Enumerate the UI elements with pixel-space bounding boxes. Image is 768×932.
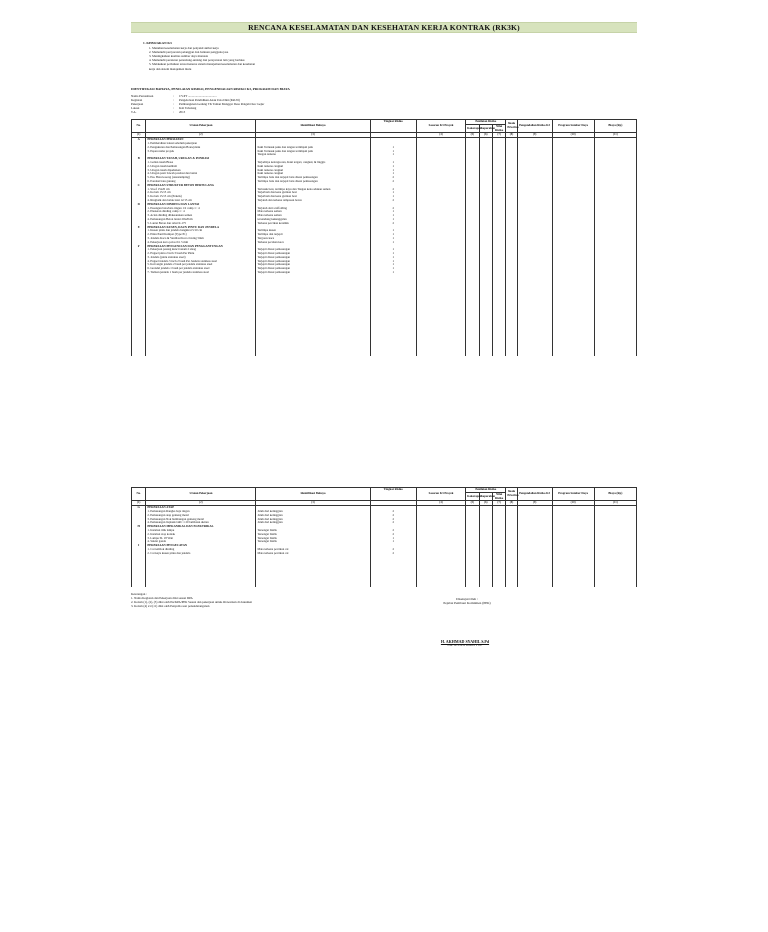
row-identifikasi: Tersengat listrik (256, 529, 370, 533)
section-no: I (132, 544, 146, 548)
empty-cell (594, 556, 636, 587)
row-uraian: 2. Engsel pintu 2 inch 3 buah Per Pintu (146, 252, 256, 256)
row-uraian: 5. Kait angin jendela 2 buah per jendela stainless steel (146, 263, 256, 267)
col-number: (8) (506, 501, 517, 506)
policy-item: 2. Memenuhi persyaratan pelanggan dan bantuan pengguna jasa (149, 49, 229, 54)
empty-cell (506, 556, 517, 587)
row-uraian: 1. Galian tanah Biasa (146, 161, 256, 165)
empty-cell (466, 556, 479, 587)
row-identifikasi: Kaki terkena cangkul (256, 169, 370, 173)
row-identifikasi: Terjepit disaat pemasangan (256, 256, 370, 260)
row-tingkat: 2 (370, 529, 416, 533)
row-uraian: 1. Cat tembok dinding (146, 548, 256, 552)
section-label: PEKERJAAN KUSEN, DAUN PINTU DAN JENDELA (146, 226, 256, 230)
empty-cell (552, 556, 594, 587)
row-uraian: 6. Pondasi batu gunung (146, 180, 256, 184)
filler-row (132, 275, 637, 356)
meta-colon: : (173, 110, 174, 115)
empty-cell (132, 556, 146, 587)
row-identifikasi: Terjepit disaat pemasangan (256, 263, 370, 267)
row-tingkat: 2 (370, 222, 416, 226)
row-identifikasi: Tertimpa dan terjepit (256, 233, 370, 237)
col-pengendalian: Pengendalian Risiko K3 (517, 488, 552, 501)
row-tingkat: 2 (370, 518, 416, 522)
row-tingkat: 2 (370, 533, 416, 537)
title-bar (131, 22, 637, 33)
col-tingkat: Tingkat Risiko (370, 120, 416, 133)
row-tingkat: 2 (370, 207, 416, 211)
row-identifikasi: Tertusuk besi, tertimpa kayu dan Tangan kena adukan semen (256, 188, 370, 192)
col-biaya: Biaya (Rp) (594, 488, 636, 501)
col-nilai: Nilai Risiko (492, 124, 505, 133)
row-uraian: 4. Pemasangan lisplank GRC 1 20 lambaian ukiran (146, 521, 256, 525)
col-number: (10) (552, 133, 594, 138)
signatory-nip: NIP. 19711231 200801 1 037 (447, 643, 483, 647)
col-number: (1) (132, 501, 146, 506)
meta-key: Kegiatan (131, 98, 143, 103)
row-tingkat: 2 (370, 188, 416, 192)
meta-colon: : (173, 106, 174, 111)
risk-table-2 (131, 487, 637, 587)
section-label: PEKERJAAN DINDING DAN LANTAI (146, 203, 256, 207)
row-tingkat: 1 (370, 252, 416, 256)
empty-cell (416, 556, 465, 587)
row-identifikasi: Tersengat listrik (256, 540, 370, 544)
filler-row (132, 556, 637, 587)
row-tingkat: 1 (370, 210, 416, 214)
col-identifikasi: Identifikasi Bahaya (256, 488, 370, 501)
row-identifikasi: Terjepit disaat pemasangan (256, 248, 370, 252)
row-tingkat: 1 (370, 153, 416, 157)
col-penilaian: Penilaian Risiko (466, 488, 506, 493)
row-identifikasi: Jatuh dari ketinggian (256, 514, 370, 518)
row-identifikasi: Mata terkena percikan cat (256, 552, 370, 556)
empty-cell (146, 556, 256, 587)
policy-heading: 1. KEBIJAKAN K3 (143, 41, 172, 45)
row-tingkat: 1 (370, 233, 416, 237)
row-tingkat: 1 (370, 165, 416, 169)
row-tingkat: 1 (370, 169, 416, 173)
empty-cell (492, 275, 505, 356)
col-program: Program Sumber Daya (552, 488, 594, 501)
empty-cell (132, 275, 146, 356)
note-item: 2. Kolom (1), (2), (3) diisi oleh PA/KPA/PPK Sesuai dan pekerjaan untuk ditawarkan di dokumen (131, 600, 253, 604)
row-identifikasi: Kaki Tertusuk paku dan tangan tertimpah palu (256, 146, 370, 150)
row-uraian: 2. Kolom 15/15 cm (146, 191, 256, 195)
section-no: A (132, 138, 146, 142)
section-no: B (132, 157, 146, 161)
row-identifikasi: tersandung kekunggalan (256, 218, 370, 222)
row-uraian: 7. Tarikan jendela 1 buah per jendela stainless steel (146, 271, 256, 275)
row-uraian: 2. Pengukuran dan Pemasangan Bouwplank (146, 146, 256, 150)
empty-cell (256, 556, 370, 587)
row-identifikasi: Tersengat listrik (256, 537, 370, 541)
empty-cell (479, 275, 492, 356)
row-tingkat: 2 (370, 510, 416, 514)
row-uraian: 4. Ringbalk dan balok latai 12/15 cm (146, 199, 256, 203)
row-identifikasi: Terjatuh dari scaffolding (256, 207, 370, 211)
empty-cell (146, 275, 256, 356)
policy-item: 1. Menuhan keselamatan kerja dan penyakit akibat kerja (149, 45, 219, 50)
row-identifikasi: Terkena percikan keramik (256, 222, 370, 226)
col-kekerapan: Kekerapan (466, 124, 479, 133)
row-identifikasi: Tersengat listrik (256, 533, 370, 537)
meta-key: Lokasi (131, 106, 140, 111)
meta-colon: : (173, 94, 174, 98)
col-identifikasi: Identifikasi Bahaya (256, 120, 370, 133)
notes-section (131, 592, 431, 608)
row-tingkat: 1 (370, 172, 416, 176)
empty-cell (416, 275, 465, 356)
row-uraian: 3. Jendela Kaca & Ventilasi Kaca Jawing 5mm (146, 237, 256, 241)
identification-heading: IDENTIFIKASI BAHAYA, PENILAIAN RISIKO, PENGENDALIAN RISIKO K3, PROGRAM DAN BIAYA (131, 87, 290, 91)
row-tingkat: 1 (370, 214, 416, 218)
row-identifikasi: Terjadinya kelongsoran, Kaki tergari, cangkul, & linggis (256, 161, 370, 165)
row-identifikasi: Tertimpa batu dan terjepit batu disaat pemasangan (256, 176, 370, 180)
row-tingkat: 1 (370, 256, 416, 260)
row-tingkat: 1 (370, 241, 416, 245)
row-tingkat: 1 (370, 195, 416, 199)
row-tingkat: 1 (370, 191, 416, 195)
col-number: (9) (517, 501, 552, 506)
signatory-name: H. AKHMAD SYAHIL S.Pd (440, 639, 490, 644)
col-no: No. (132, 488, 146, 501)
section-no: E (132, 226, 146, 230)
row-identifikasi: Tergores kaca (256, 237, 370, 241)
section-label: PEKERJAAN TANAH, URUGAN & PONDASI (146, 157, 256, 161)
col-uraian: Uraian Pekerjaan (146, 488, 256, 501)
section-label: PEKERJAAN PENGUNCIAN DAN PENGGANTUNGAN (146, 245, 256, 249)
row-uraian: 4. Engsel Jendela 3 inch 2 buah Per Jendela stainless steel (146, 260, 256, 264)
meta-key: Nama Perusahaan (131, 94, 154, 98)
col-no: No. (132, 120, 146, 133)
row-tingkat: 2 (370, 199, 416, 203)
meta-key: Pekerjaan (131, 102, 144, 107)
row-tingkat: 1 (370, 537, 416, 541)
col-keparahan: Keparahan (479, 492, 492, 501)
empty-cell (466, 275, 479, 356)
row-uraian: 3. Papan nama proyek (146, 150, 256, 154)
note-item: 3. Kolom (4) s/d (11) diisi oleh Penyedia saat penandatanganan (131, 604, 210, 608)
row-identifikasi: Terjepit disaat pemasangan (256, 267, 370, 271)
row-tingkat: 1 (370, 150, 416, 154)
empty-cell (370, 556, 416, 587)
meta-key: T.A. (131, 110, 137, 115)
policy-item: 5. Melakukan perbaikan terus menerus sistem manajemen keselamatan dan kesehatan (149, 62, 256, 67)
col-uraian: Uraian Pekerjaan (146, 120, 256, 133)
row-uraian: 3. Kolom 15/15 cm (Praktis) (146, 195, 256, 199)
meta-value: CV.PT ..................................... (179, 94, 217, 98)
empty-cell (517, 556, 552, 587)
row-uraian: 2. Cat kayu kusen pintu dan jendela (146, 552, 256, 556)
col-number: (9) (517, 133, 552, 138)
empty-cell (517, 275, 552, 356)
row-identifikasi: Terkena pecahan kaca (256, 241, 370, 245)
section-no: C (132, 184, 146, 188)
row-uraian: 1. Pembersihan lokasi sebelum pekerjaan (146, 142, 256, 146)
col-number: (4) (416, 501, 465, 506)
row-identifikasi: Tertimpa batu dan terjepit batu disaat pemasangan (256, 180, 370, 184)
row-identifikasi: Kaki terkena cangkul (256, 172, 370, 176)
col-number: (7) (492, 501, 505, 506)
row-uraian: 3. Lampu SL 18 Watt (146, 537, 256, 541)
row-identifikasi: Mata terkena semen (256, 210, 370, 214)
row-identifikasi: Tertimpa kusen (256, 229, 370, 233)
row-uraian: 1. Kusen pintu dan jendela bengkirai 5/10 cm (146, 229, 256, 233)
row-uraian: 2. Urugan tanah kembali (146, 165, 256, 169)
approver-role: Pejabat Pembuat Komitmen (PPK) (443, 601, 491, 606)
row-uraian: 3. Urugan tanah dipadatkan (146, 169, 256, 173)
col-program: Program Sumber Daya (552, 120, 594, 133)
col-number: (4) (416, 133, 465, 138)
col-number: (5) (466, 501, 479, 506)
col-sasaran: Sasaran K3 Proyek (416, 120, 465, 133)
col-number: (8) (506, 133, 517, 138)
row-uraian: 3. Acian dinding dilaksanakan semen (146, 214, 256, 218)
meta-value: Pembangunan Gedung TK Taman Manggar Desa Pengabi Kec Gejur (179, 102, 265, 107)
row-tingkat: 1 (370, 267, 416, 271)
row-tingkat: 2 (370, 176, 416, 180)
row-identifikasi: Terjepit disaat pemasangan (256, 271, 370, 275)
row-tingkat: 2 (370, 521, 416, 525)
row-uraian: 1. Pasangan bata/bata ringan 1/2 camp 1 : 4 (146, 207, 256, 211)
row-uraian: 3. Pemasangan Nok bumbungan genteng metal (146, 518, 256, 522)
empty-cell (370, 275, 416, 356)
row-identifikasi: Jatuh dari ketinggian (256, 518, 370, 522)
section-label: PEKERJAAN PENGECATAN (146, 544, 256, 548)
section-no: D (132, 203, 146, 207)
meta-colon: : (173, 98, 174, 103)
policy-item: 3. Meningkatkan kualitas sumber daya manusia (149, 54, 208, 58)
empty-cell (594, 275, 636, 356)
notes-heading: Keterangan : (131, 592, 147, 596)
col-number: (6) (479, 133, 492, 138)
row-tingkat: 1 (370, 271, 416, 275)
row-tingkat: 1 (370, 229, 416, 233)
col-number: (2) (146, 501, 256, 506)
row-uraian: 4. Pemasangan Beton lantai 20x20cm (146, 218, 256, 222)
col-kekerapan: Kekerapan (466, 492, 479, 501)
col-number: (1) (132, 133, 146, 138)
row-identifikasi: Terjepit disaat pemasangan (256, 260, 370, 264)
col-skala: Skala Prioritas (506, 488, 517, 501)
document-title: RENCANA KESELAMATAN DAN KESEHATAN KERJA KONTRAK (RK3K) (248, 23, 520, 32)
col-number: (11) (594, 133, 636, 138)
row-tingkat: 1 (370, 161, 416, 165)
row-tingkat: 1 (370, 540, 416, 544)
row-uraian: 5. Lantai Beton dan rabat K.175 (146, 222, 256, 226)
approved-label: Disetujui Oleh : (456, 597, 478, 601)
section-label: PEKERJAAN PERSIAPAN (146, 138, 256, 142)
meta-colon: : (173, 102, 174, 107)
col-number: (10) (552, 501, 594, 506)
section-no: F (132, 245, 146, 249)
row-tingkat: 1 (370, 248, 416, 252)
col-biaya: Biaya (Rp) (594, 120, 636, 133)
col-number: (2) (146, 133, 256, 138)
empty-cell (506, 275, 517, 356)
policy-section (143, 41, 343, 71)
col-skala: Skala Prioritas (506, 120, 517, 133)
policy-item: 4. Memenuhi peraturan perundang-undang dan persyaratan lain yang berlaku (149, 58, 245, 63)
col-number: (3) (256, 133, 370, 138)
risk-table-1 (131, 119, 637, 356)
signature-block (422, 597, 512, 605)
row-uraian: 4. Urugan pasir bawah pondasi dan lantai (146, 172, 256, 176)
section-no: G (132, 506, 146, 510)
row-uraian: 5. Pas. Batu kosong (Aanstamping) (146, 176, 256, 180)
row-identifikasi: Mata terkena semen (256, 214, 370, 218)
project-meta (131, 94, 391, 114)
col-number: (5) (466, 133, 479, 138)
meta-row (131, 110, 391, 114)
row-tingkat: 2 (370, 552, 416, 556)
section-label: PEKERJAAN MEKANIKAL DAN ELEKTRIKAL (146, 525, 256, 529)
note-item: 1. Nama Kegiatan dan Pekerjaan diisi sesuai DPA (131, 596, 193, 600)
col-sasaran: Sasaran K3 Proyek (416, 488, 465, 501)
col-nilai: Nilai Risiko (492, 492, 505, 501)
row-uraian: 3. Jendela (pintu stainless steel) (146, 256, 256, 260)
row-tingkat: 1 (370, 237, 416, 241)
row-identifikasi: Jatuh dari ketinggian (256, 521, 370, 525)
row-tingkat: 2 (370, 514, 416, 518)
row-uraian: 1. Pemasangan Rangka baja ringan (146, 510, 256, 514)
row-identifikasi: Terjepit disaat pemasangan (256, 252, 370, 256)
row-uraian: 1. Pekerjaan pasang kunci tanam 2 slaag (146, 248, 256, 252)
row-tingkat: 1 (370, 146, 416, 150)
row-tingkat: 2 (370, 548, 416, 552)
row-uraian: 4. Saklar ganda (146, 540, 256, 544)
empty-cell (256, 275, 370, 356)
col-number: (3) (256, 501, 370, 506)
empty-cell (552, 275, 594, 356)
row-uraian: 2. Plesteran dinding camp 1 : 4 (146, 210, 256, 214)
section-no: H (132, 525, 146, 529)
row-uraian: 1. Instalasi titik lampu (146, 529, 256, 533)
meta-value: 2013 (179, 110, 186, 115)
row-identifikasi: Jatuh dari ketinggian (256, 510, 370, 514)
col-tingkat: Tingkat Risiko (370, 488, 416, 501)
row-identifikasi: Mata terkena percikan cat (256, 548, 370, 552)
row-uraian: 1. Sloof 15x20 cm (146, 188, 256, 192)
policy-list (143, 46, 343, 71)
row-identifikasi: Terjerbam dan kena gurinan besi (256, 195, 370, 199)
empty-cell (479, 556, 492, 587)
col-number: (7) (492, 133, 505, 138)
row-uraian: 2. Pemasangan atap genteng metal (146, 514, 256, 518)
row-identifikasi: Terjatuh dan terkena rampasan beton (256, 199, 370, 203)
section-label: PEKERJAAN STRUKTUR BETON BERTULANG (146, 184, 256, 188)
row-tingkat: 1 (370, 218, 416, 222)
signatory (410, 639, 520, 648)
col-pengendalian: Pengendalian Risiko K3 (517, 120, 552, 133)
section-label: PEKERJAAN ATAP (146, 506, 256, 510)
row-uraian: 2. Pintu Panil Kamper (Type P1) (146, 233, 256, 237)
row-tingkat: 2 (370, 180, 416, 184)
row-uraian: 2. Instalasi stop kontak (146, 533, 256, 537)
row-tingkat: 1 (370, 263, 416, 267)
policy-item: kerja dan sistem manajemen mutu (149, 66, 192, 71)
row-uraian: 4. Pekerjaan kaca polos tbl. 5 mm (146, 241, 256, 245)
row-identifikasi: Kaki terkena cangkul (256, 165, 370, 169)
row-tingkat: 1 (370, 260, 416, 264)
empty-cell (492, 556, 505, 587)
col-penilaian: Penilaian Risiko (466, 120, 506, 125)
row-identifikasi: Tangan terkena (256, 153, 370, 157)
row-identifikasi: Kaki Tertusuk paku dan tangan tertimpah palu (256, 150, 370, 154)
meta-value: Kab Tabalong (179, 106, 197, 111)
row-uraian: 6. Grendel jendela 1 buah per jendela stainless steel (146, 267, 256, 271)
col-keparahan: Keparahan (479, 124, 492, 133)
row-identifikasi: Terjerbam dan kena gurinan besi (256, 191, 370, 195)
meta-value: Pengelolaan Pendidikan Anak Usia Dini (PAUD) (179, 98, 240, 103)
col-number: (11) (594, 501, 636, 506)
col-number: (6) (479, 501, 492, 506)
